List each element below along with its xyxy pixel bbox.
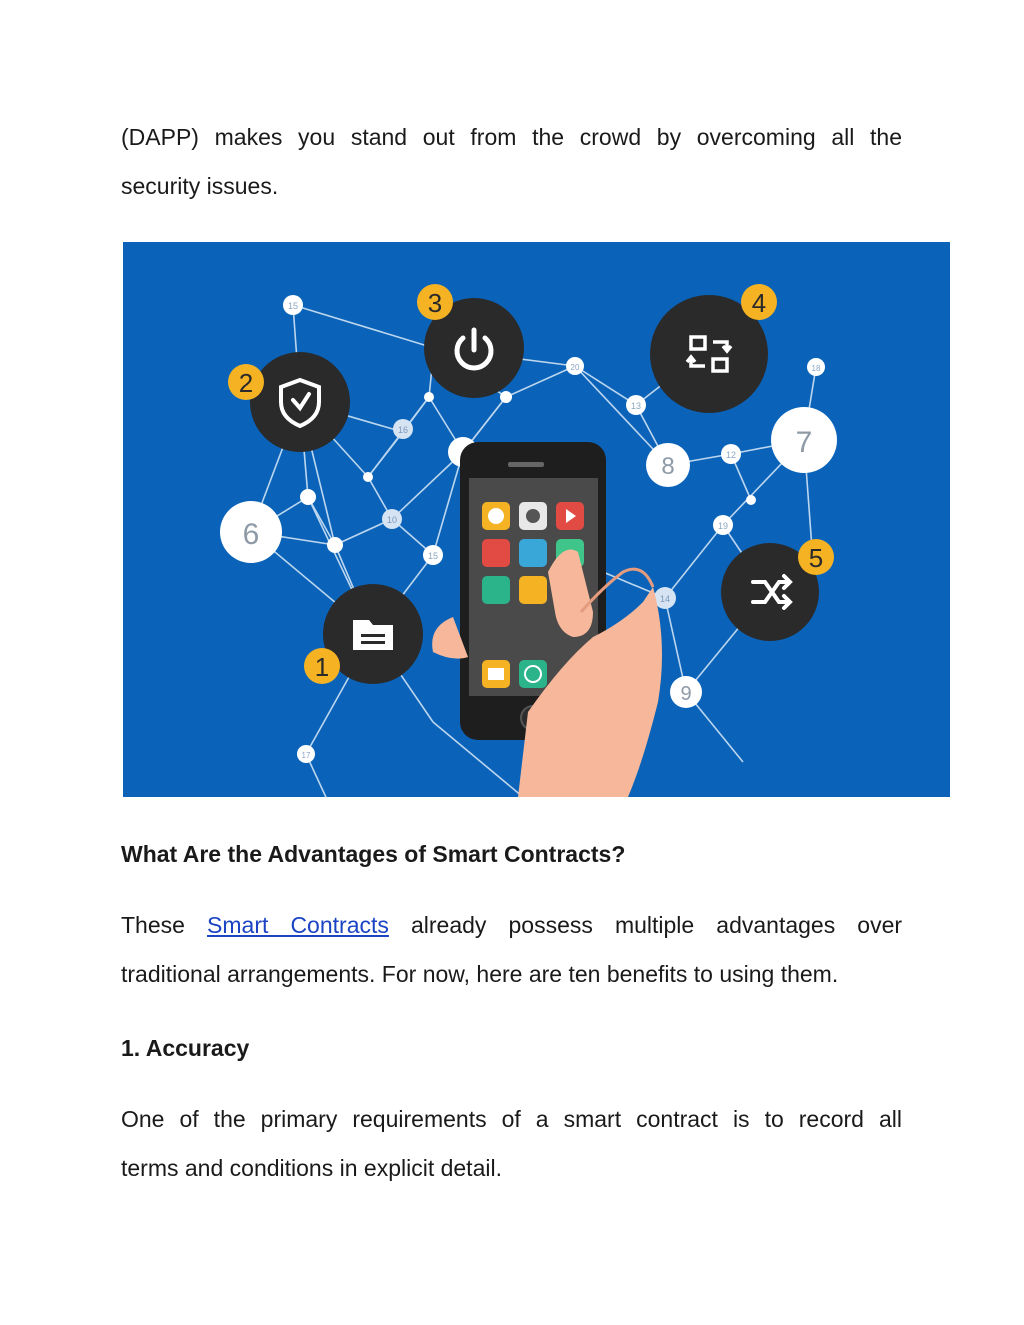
section-para-suffix: already possess multiple advantages over [410, 912, 903, 938]
svg-text:10: 10 [386, 515, 398, 525]
svg-text:17: 17 [301, 751, 311, 760]
node-8-label: 8 [661, 453, 675, 480]
section-para-prefix: These [121, 912, 185, 938]
intro-line-2: security issues. [121, 173, 279, 199]
svg-text:14: 14 [659, 594, 671, 604]
node-9-label: 9 [680, 683, 692, 705]
badge-5-label: 5 [808, 543, 824, 573]
node-7-label: 7 [795, 426, 813, 459]
svg-text:20: 20 [570, 363, 580, 372]
smart-contracts-link[interactable]: Smart Contracts [207, 912, 389, 938]
svg-text:19: 19 [717, 521, 729, 531]
svg-text:12: 12 [725, 450, 737, 460]
item-1-line-1: One of the primary requirements of a smart contract is to record all [121, 1106, 902, 1132]
svg-text:16: 16 [397, 425, 409, 435]
svg-text:13: 13 [630, 401, 642, 411]
item-1-line-2: terms and conditions in explicit detail. [121, 1155, 502, 1181]
section-line-2: traditional arrangements. For now, here are ten benefits to using them. [121, 961, 839, 987]
intro-line-1: (DAPP) makes you stand out from the crowd by overcoming all the [121, 124, 902, 150]
intro-paragraph [121, 113, 902, 211]
svg-text:15: 15 [287, 301, 299, 311]
badge-3-label: 3 [427, 288, 443, 318]
section-paragraph [121, 901, 902, 999]
shield-node [250, 352, 350, 452]
section-heading: What Are the Advantages of Smart Contracts? [121, 841, 626, 867]
svg-text:15: 15 [427, 551, 439, 561]
badge-2-label: 2 [238, 368, 254, 398]
item-1-heading: 1. Accuracy [121, 1035, 250, 1061]
section-line-1 [121, 901, 902, 950]
smart-contract-network-illustration [123, 242, 950, 797]
item-1-paragraph [121, 1095, 902, 1193]
badge-1-label: 1 [314, 652, 330, 682]
node-6-label: 6 [242, 518, 260, 551]
svg-text:18: 18 [811, 364, 821, 373]
badge-4-label: 4 [751, 288, 767, 318]
